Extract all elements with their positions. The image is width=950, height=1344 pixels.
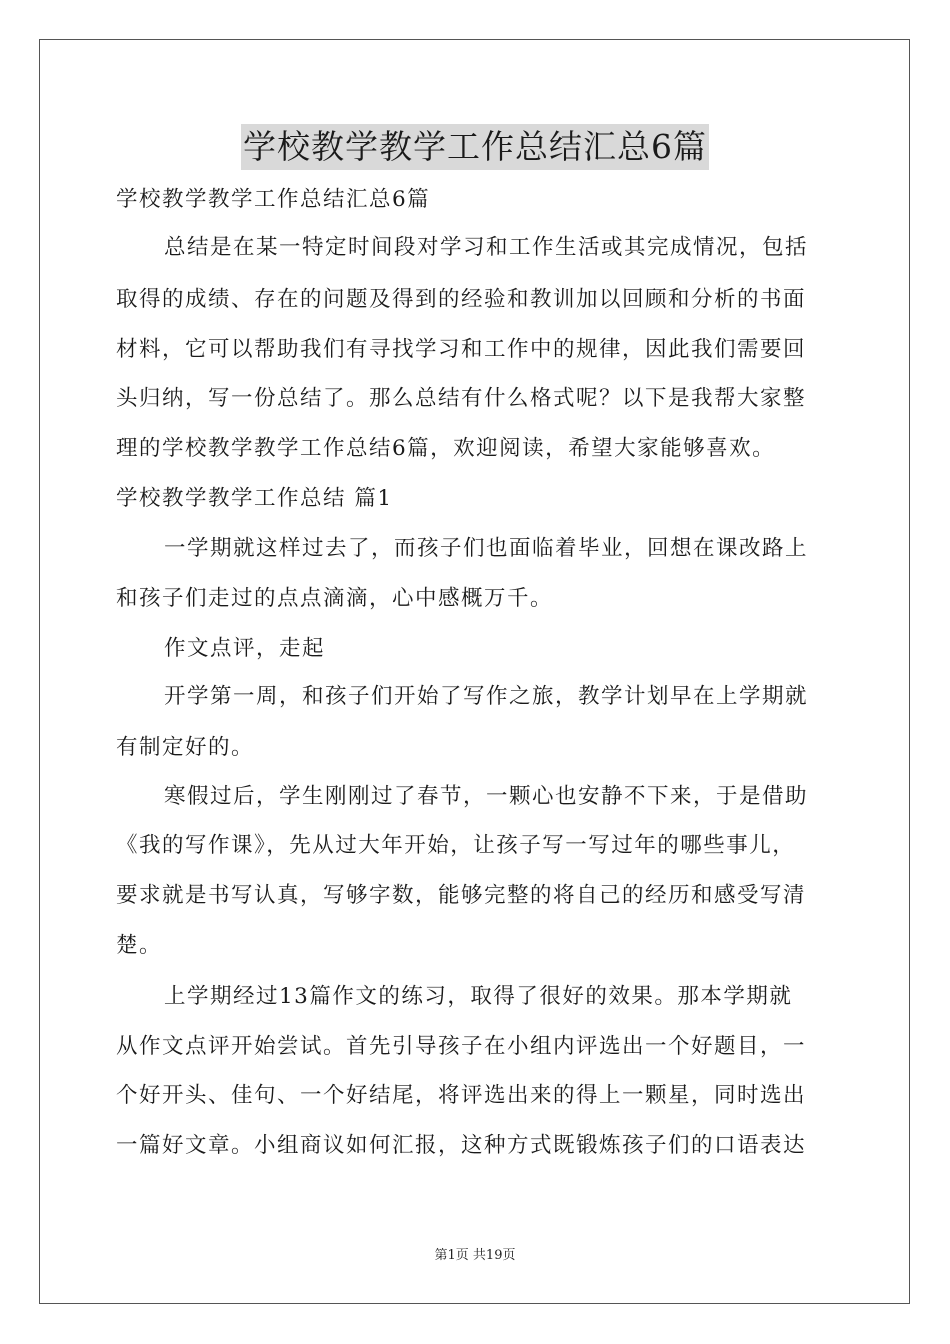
paragraph-line: 要求就是书写认真，写够字数，能够完整的将自己的经历和感受写清 [116,883,807,908]
paragraph-line: 从作文点评开始尝试。首先引导孩子在小组内评选出一个好题目，一 [116,1034,807,1059]
page-border [39,39,910,1304]
paragraph-line: 取得的成绩、存在的问题及得到的经验和教训加以回顾和分析的书面 [116,287,807,312]
title-container [0,124,950,170]
paragraph-line: 开学第一周，和孩子们开始了写作之旅，教学计划早在上学期就 [164,684,809,709]
paragraph-line: 寒假过后，学生刚刚过了春节，一颗心也安静不下来，于是借助 [164,784,809,809]
subtitle-line: 学校教学教学工作总结汇总6篇 [116,187,431,212]
paragraph-line: 总结是在某一特定时间段对学习和工作生活或其完成情况，包括 [164,235,809,260]
paragraph-line: 《我的写作课》，先从过大年开始，让孩子写一写过年的哪些事儿， [116,833,796,858]
paragraph-line: 个好开头、佳句、一个好结尾，将评选出来的得上一颗星，同时选出 [116,1083,807,1108]
paragraph-line: 和孩子们走过的点点滴滴，心中感概万千。 [116,586,554,611]
page-footer: 第1页 共19页 [434,1248,516,1263]
paragraph-line: 上学期经过13篇作文的练习，取得了很好的效果。那本学期就 [164,984,793,1009]
paragraph-line: 材料，它可以帮助我们有寻找学习和工作中的规律，因此我们需要回 [116,337,807,362]
paragraph-line: 作文点评，走起 [164,636,326,661]
paragraph-line: 理的学校教学教学工作总结6篇，欢迎阅读，希望大家能够喜欢。 [116,436,776,461]
paragraph-line: 一篇好文章。小组商议如何汇报，这种方式既锻炼孩子们的口语表达 [116,1133,807,1158]
paragraph-line: 一学期就这样过去了，而孩子们也面临着毕业，回想在课改路上 [164,536,809,561]
document-title: 学校教学教学工作总结汇总6篇 [241,124,709,170]
paragraph-line: 头归纳，写一份总结了。那么总结有什么格式呢？以下是我帮大家整 [116,386,807,411]
paragraph-line: 有制定好的。 [116,735,255,760]
section-heading: 学校教学教学工作总结 篇1 [116,486,393,511]
paragraph-line: 楚。 [116,933,163,958]
